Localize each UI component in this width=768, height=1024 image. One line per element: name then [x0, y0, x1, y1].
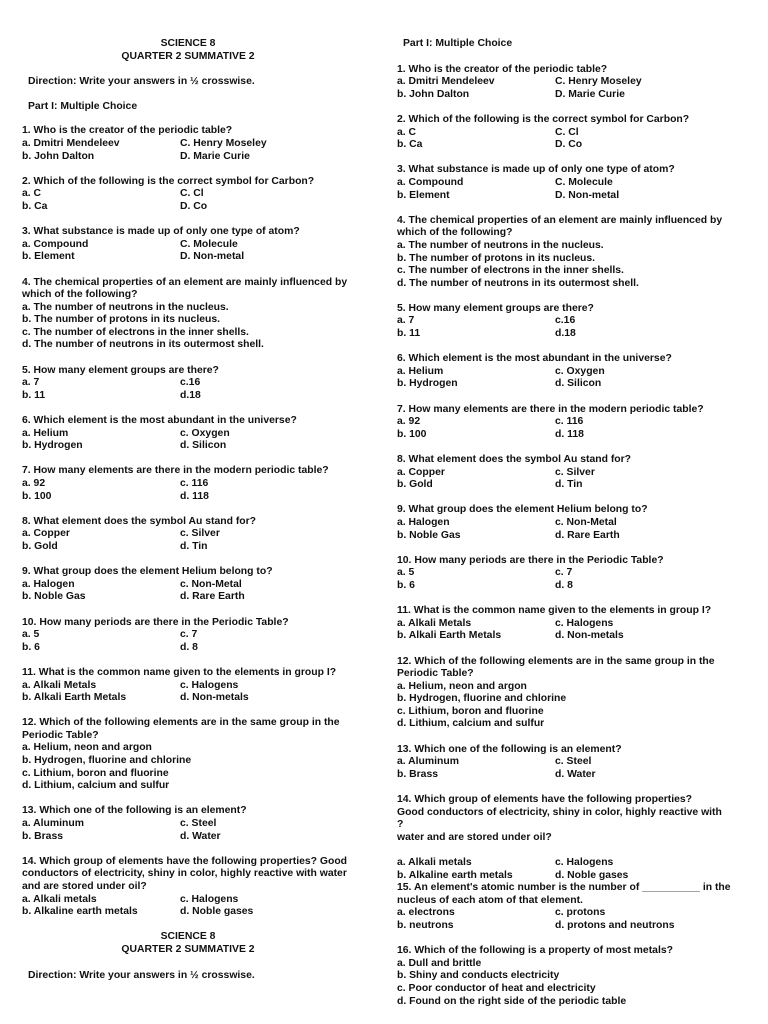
answer-option: c. Poor conductor of heat and electricity [397, 982, 596, 994]
answer-option: c.16 [555, 315, 576, 327]
answer-option: a. 5 [397, 567, 415, 579]
answer-option: c. Steel [555, 756, 592, 768]
answer-option: b. Ca [397, 139, 423, 151]
question-text: 16. Which of the following is a property of most metals? [397, 945, 673, 957]
answer-option: b. Ca [22, 200, 48, 212]
answer-options [397, 127, 737, 152]
answer-option: d. Non-metals [555, 630, 624, 642]
question-text: 10. How many periods are there in the Periodic Table? [22, 616, 289, 628]
answer-option: d. Non-metals [180, 692, 249, 704]
question-text: 6. Which element is the most abundant in the universe? [22, 415, 297, 427]
answer-option: d. 8 [555, 579, 573, 591]
answer-option: a. 92 [22, 478, 46, 489]
question-item [22, 805, 362, 843]
answer-option: D. Co [180, 200, 208, 212]
answer-option: C. Cl [180, 188, 204, 200]
answer-option: b. Hydrogen [397, 378, 458, 390]
answer-options [22, 478, 362, 503]
question-item [22, 465, 362, 503]
answer-options [22, 377, 362, 402]
answer-options [397, 366, 737, 391]
answer-option: b. Alkali Earth Metals [397, 630, 502, 642]
answer-option: d.18 [555, 328, 576, 340]
answer-option: b. Gold [397, 479, 433, 491]
answer-option: b. 11 [22, 389, 46, 401]
left-column [22, 38, 362, 982]
answer-option: b. 6 [397, 579, 415, 591]
answer-options [22, 629, 362, 654]
answer-option: c. Lithium, boron and fluorine [397, 705, 544, 717]
question-item [397, 794, 737, 882]
question-text: 4. The chemical properties of an element are mainly influenced by which of the following? [397, 214, 723, 239]
answer-option: a. Compound [397, 176, 464, 188]
question-text: 3. What substance is made up of only one type of atom? [22, 226, 300, 238]
question-item [22, 415, 362, 453]
answer-options [397, 76, 737, 101]
answer-option: d.18 [180, 389, 201, 401]
answer-option: c. The number of electrons in the inner shells. [22, 326, 249, 338]
question-item [22, 125, 362, 163]
answer-option: c.16 [180, 377, 201, 389]
answer-option: d. protons and neutrons [555, 919, 675, 931]
question-text: 15. An element's atomic number is the number of __________ in the nucleus of each atom of that element. [397, 882, 731, 906]
right-column [397, 38, 737, 1021]
answer-option: a. Aluminum [397, 756, 459, 768]
answer-option: a. 7 [22, 377, 40, 389]
question-text: ? [397, 819, 404, 831]
answer-option: c. Halogens [180, 679, 239, 691]
answer-option: a. The number of neutrons in the nucleus. [397, 239, 604, 251]
exam-title: QUARTER 2 SUMMATIVE 2 [121, 50, 255, 62]
question-text: 1. Who is the creator of the periodic table? [397, 63, 608, 75]
answer-option: d. Tin [555, 479, 583, 491]
answer-option: b. Noble Gas [397, 529, 461, 541]
answer-option: a. 5 [22, 629, 40, 641]
answer-option: a. Alkali Metals [22, 679, 97, 691]
answer-options [397, 958, 737, 1008]
answer-options [397, 857, 737, 882]
answer-option: a. Helium [397, 365, 444, 377]
question-item [22, 566, 362, 604]
answer-option: b. Hydrogen [22, 440, 83, 452]
answer-option: c. 116 [555, 416, 584, 428]
answer-option: d. Noble gases [180, 906, 254, 918]
question-text: 2. Which of the following is the correct symbol for Carbon? [397, 113, 690, 125]
question-item [22, 717, 362, 793]
answer-options [22, 138, 362, 163]
question-text: 12. Which of the following elements are in the same group in the Periodic Table? [397, 655, 715, 680]
answer-option: a. Helium, neon and argon [397, 680, 527, 692]
subject-title: SCIENCE 8 [160, 38, 216, 49]
answer-option: a. C [397, 126, 417, 138]
answer-option: c. Silver [180, 528, 220, 540]
question-item [397, 164, 737, 202]
answer-option: c. Oxygen [180, 427, 230, 439]
answer-option: a. Copper [397, 466, 445, 478]
answer-options [22, 894, 362, 919]
answer-option: a. Alkali metals [22, 893, 97, 905]
question-item [397, 303, 737, 341]
answer-option: a. Helium, neon and argon [22, 742, 152, 754]
answer-option: C. Henry Moseley [555, 76, 642, 88]
answer-option: d. 8 [180, 641, 198, 653]
answer-options [22, 239, 362, 264]
answer-option: a. Dmitri Mendeleev [397, 76, 495, 88]
answer-option: a. Halogen [397, 516, 450, 528]
question-item [397, 945, 737, 1008]
answer-options [22, 188, 362, 213]
answer-options [397, 416, 737, 441]
answer-option: D. Non-metal [180, 251, 245, 263]
answer-option: c. Non-Metal [180, 578, 242, 590]
answer-option: b. Brass [397, 768, 439, 780]
question-text: 8. What element does the symbol Au stand for? [397, 454, 632, 465]
answer-options [397, 681, 737, 731]
answer-option: c. Lithium, boron and fluorine [22, 767, 169, 779]
answer-option: b. Alkali Earth Metals [22, 692, 127, 704]
answer-option: c. 116 [180, 478, 209, 489]
question-text: 14. Which group of elements have the following properties? Good conductors of electricity, shiny in color, highly reactive with water and are stored under oil? [22, 855, 348, 892]
answer-option: d. Noble gases [555, 869, 629, 881]
answer-option: a. Copper [22, 528, 70, 540]
answer-option: C. Molecule [180, 238, 238, 250]
answer-option: d. Silicon [555, 378, 602, 390]
question-text: 12. Which of the following elements are in the same group in the Periodic Table? [22, 717, 340, 741]
subject-title: SCIENCE 8 [160, 931, 216, 943]
question-item [397, 454, 737, 492]
answer-option: a. electrons [397, 907, 455, 919]
answer-options [22, 579, 362, 604]
answer-option: a. 7 [397, 315, 415, 327]
question-item [397, 215, 737, 291]
answer-option: a. Alkali metals [397, 857, 472, 868]
answer-option: d. The number of neutrons in its outermost shell. [397, 277, 639, 289]
answer-option: b. The number of protons in its nucleus. [397, 252, 596, 264]
answer-options [397, 618, 737, 643]
answer-option: a. Dull and brittle [397, 957, 482, 969]
answer-option: a. Helium [22, 427, 69, 439]
answer-options [397, 315, 737, 340]
answer-option: D. Co [555, 139, 583, 151]
answer-options [397, 907, 737, 932]
answer-option: b. Alkaline earth metals [397, 869, 513, 881]
question-text: 7. How many elements are there in the modern periodic table? [397, 403, 704, 415]
question-item [397, 656, 737, 732]
answer-options [22, 302, 362, 352]
answer-option: D. Marie Curie [555, 88, 625, 100]
question-item [22, 365, 362, 403]
question-item [397, 744, 737, 782]
question-item [22, 226, 362, 264]
direction-text: Direction: Write your answers in ½ crosswise. [28, 969, 255, 981]
question-item [22, 856, 362, 919]
answer-options [22, 528, 362, 553]
answer-options [397, 240, 737, 290]
answer-option: d. Silicon [180, 440, 227, 452]
answer-option: d. 118 [180, 490, 209, 502]
exam-title: QUARTER 2 SUMMATIVE 2 [121, 943, 255, 955]
answer-option: b. Brass [22, 830, 64, 842]
answer-option: c. Silver [555, 466, 595, 478]
question-item [22, 667, 362, 705]
question-text: 4. The chemical properties of an element are mainly influenced by which of the following? [22, 276, 348, 301]
answer-option: b. 100 [22, 490, 52, 502]
answer-option: d. Found on the right side of the periodic table [397, 995, 627, 1007]
question-text: 13. Which one of the following is an element? [397, 743, 622, 755]
answer-option: a. Dmitri Mendeleev [22, 137, 120, 149]
answer-option: d. Tin [180, 540, 208, 552]
answer-option: c. 7 [180, 629, 198, 641]
answer-options [397, 177, 737, 202]
answer-option: b. John Dalton [397, 88, 470, 100]
answer-option: b. 6 [22, 641, 40, 653]
question-text: 8. What element does the symbol Au stand for? [22, 515, 257, 527]
answer-option: d. Lithium, calcium and sulfur [22, 780, 170, 792]
answer-option: D. Non-metal [555, 189, 620, 201]
answer-option: c. Steel [180, 818, 217, 830]
answer-option: d. The number of neutrons in its outermost shell. [22, 339, 264, 351]
question-text: Good conductors of electricity, shiny in color, highly reactive with [397, 806, 722, 818]
answer-option: d. 118 [555, 428, 584, 440]
answer-option: b. Element [22, 251, 75, 263]
answer-option: a. 92 [397, 416, 421, 428]
question-item [397, 605, 737, 643]
answer-options [397, 467, 737, 492]
question-item [397, 353, 737, 391]
answer-option: c. Oxygen [555, 365, 605, 377]
question-text: 14. Which group of elements have the following properties? [397, 794, 693, 806]
answer-option: b. neutrons [397, 919, 454, 931]
answer-option: b. Alkaline earth metals [22, 906, 138, 918]
answer-option: c. The number of electrons in the inner shells. [397, 265, 624, 277]
answer-option: a. The number of neutrons in the nucleus. [22, 301, 229, 313]
question-item [397, 882, 737, 932]
answer-option: d. Lithium, calcium and sulfur [397, 718, 545, 730]
question-text: 3. What substance is made up of only one type of atom? [397, 164, 675, 176]
question-item [397, 404, 737, 442]
answer-option: a. Alkali Metals [397, 617, 472, 629]
question-text: 13. Which one of the following is an element? [22, 805, 247, 817]
answer-options [22, 742, 362, 792]
question-item [397, 64, 737, 102]
answer-option: b. Element [397, 189, 450, 201]
answer-option: b. Noble Gas [22, 591, 86, 603]
answer-option: a. Aluminum [22, 818, 84, 830]
question-text: 7. How many elements are there in the modern periodic table? [22, 465, 329, 477]
answer-option: b. Hydrogen, fluorine and chlorine [397, 693, 567, 705]
question-text: 6. Which element is the most abundant in the universe? [397, 353, 672, 365]
answer-option: c. Halogens [180, 893, 239, 905]
answer-option: d. Water [180, 830, 221, 842]
answer-option: C. Cl [555, 126, 579, 138]
question-item [22, 617, 362, 655]
answer-option: b. John Dalton [22, 150, 95, 162]
answer-option: b. 100 [397, 428, 427, 440]
answer-option: b. The number of protons in its nucleus. [22, 314, 221, 326]
answer-option: c. 7 [555, 567, 573, 579]
answer-option: b. Shiny and conducts electricity [397, 970, 560, 982]
question-text: 5. How many element groups are there? [397, 302, 594, 314]
answer-option: D. Marie Curie [180, 150, 250, 162]
answer-option: d. Rare Earth [555, 529, 620, 541]
answer-option: c. protons [555, 907, 606, 919]
answer-option: C. Henry Moseley [180, 137, 267, 149]
question-item [22, 516, 362, 554]
answer-option: a. C [22, 188, 42, 200]
question-text: 11. What is the common name given to the elements in group I? [22, 666, 337, 678]
answer-options [22, 818, 362, 843]
answer-option: d. Rare Earth [180, 591, 245, 603]
answer-options [397, 567, 737, 592]
answer-option: C. Molecule [555, 176, 613, 188]
question-item [397, 555, 737, 593]
question-item [22, 277, 362, 353]
answer-option: c. Halogens [555, 857, 614, 868]
answer-option: c. Non-Metal [555, 516, 617, 528]
answer-option: a. Compound [22, 238, 89, 250]
question-text: 5. How many element groups are there? [22, 364, 219, 376]
question-item [22, 176, 362, 214]
answer-options [397, 756, 737, 781]
question-item [397, 504, 737, 542]
answer-option: d. Water [555, 768, 596, 780]
answer-option: a. Halogen [22, 578, 75, 590]
question-text: 9. What group does the element Helium belong to? [22, 566, 273, 578]
question-text: 10. How many periods are there in the Periodic Table? [397, 554, 664, 566]
answer-options [397, 517, 737, 542]
blank-line [397, 844, 737, 857]
answer-option: c. Halogens [555, 617, 614, 629]
question-text: water and are stored under oil? [397, 831, 552, 843]
question-text: 9. What group does the element Helium belong to? [397, 504, 648, 516]
answer-option: b. 11 [397, 328, 421, 340]
answer-option: b. Hydrogen, fluorine and chlorine [22, 755, 192, 767]
question-text: 2. Which of the following is the correct symbol for Carbon? [22, 175, 315, 187]
answer-options [22, 428, 362, 453]
answer-options [22, 680, 362, 705]
part-heading: Part I: Multiple Choice [28, 100, 138, 112]
part-heading: Part I: Multiple Choice [403, 38, 513, 49]
question-item [397, 114, 737, 152]
repeated-header [22, 931, 362, 982]
direction-text: Direction: Write your answers in ½ crosswise. [28, 76, 255, 88]
question-text: 1. Who is the creator of the periodic table? [22, 125, 233, 137]
answer-option: b. Gold [22, 540, 58, 552]
question-text: 11. What is the common name given to the elements in group I? [397, 605, 712, 617]
